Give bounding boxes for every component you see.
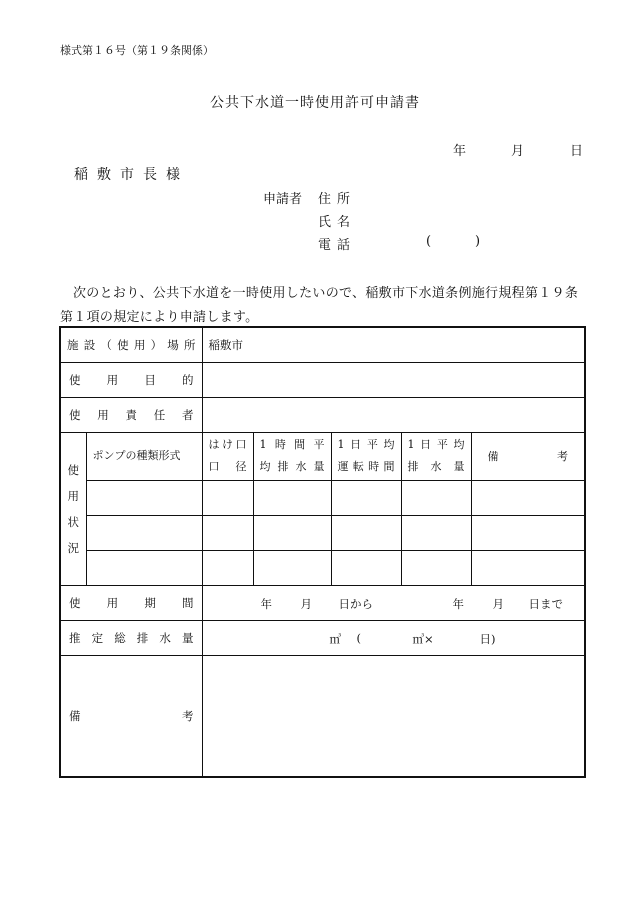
pump-type-cell[interactable]	[86, 515, 202, 550]
pump-type-header: ポンプの種類形式	[86, 432, 202, 480]
total-value[interactable]	[202, 620, 585, 655]
purpose-label: 使用目的	[60, 362, 202, 397]
manager-row	[60, 397, 585, 432]
date-month: 月	[511, 144, 525, 159]
period-from-year: 年	[260, 596, 272, 611]
period-from-day: 日から	[338, 596, 373, 611]
pump-type-cell[interactable]	[86, 550, 202, 585]
total-row	[60, 620, 585, 655]
period-row	[60, 585, 585, 620]
form-number: 様式第１６号（第１９条関係）	[60, 44, 214, 57]
daily-time-header: 1日平均 運転時間	[331, 432, 401, 480]
remarks-label: 備考	[60, 655, 202, 777]
purpose-row	[60, 362, 585, 397]
remarks-cell[interactable]	[471, 550, 585, 585]
daily-time-cell[interactable]	[331, 480, 401, 515]
period-from-month: 月	[300, 596, 312, 611]
daily-volume-header: 1日平均 排水量	[401, 432, 471, 480]
daily-volume-cell[interactable]	[401, 550, 471, 585]
date-day: 日	[570, 144, 584, 159]
application-statement: 次のとおり、公共下水道を一時使用したいので、稲敷市下水道条例施行規程第１９条第１項の規定により申請します。	[60, 286, 579, 325]
application-table	[59, 326, 586, 778]
total-unit: ㎥	[329, 631, 341, 646]
period-to-day: 日まで	[528, 596, 563, 611]
hourly-volume-cell[interactable]	[253, 480, 331, 515]
period-to-year: 年	[452, 596, 464, 611]
phone-paren-open: (	[426, 234, 432, 249]
total-days: 日)	[479, 631, 496, 646]
addressee: 稲敷市長様	[74, 167, 189, 183]
total-paren-open: (	[356, 630, 361, 645]
hourly-volume-cell[interactable]	[253, 515, 331, 550]
address-label: 住所	[318, 192, 357, 207]
diameter-cell[interactable]	[202, 480, 253, 515]
hourly-volume-header: 1時間平 均排水量	[253, 432, 331, 480]
daily-time-cell[interactable]	[331, 550, 401, 585]
period-to-month: 月	[492, 596, 504, 611]
facility-label: 施設（使用）場所	[60, 327, 202, 362]
hourly-volume-cell[interactable]	[253, 550, 331, 585]
phone-label: 電話	[318, 238, 357, 253]
phone-paren-close: )	[475, 234, 481, 249]
total-unit-per-day: ㎥×	[412, 631, 434, 646]
period-value[interactable]	[202, 585, 585, 620]
diameter-cell[interactable]	[202, 550, 253, 585]
remarks-row	[60, 655, 585, 777]
page-title: 公共下水道一時使用許可申請書	[210, 95, 420, 111]
manager-value[interactable]	[202, 397, 585, 432]
daily-time-cell[interactable]	[331, 515, 401, 550]
diameter-header: はけ口 口 径	[202, 432, 253, 480]
total-label: 推定総排水量	[60, 620, 202, 655]
pump-type-cell[interactable]	[86, 480, 202, 515]
remarks-value[interactable]	[202, 655, 585, 777]
facility-value[interactable]: 稲敷市	[202, 327, 585, 362]
period-label: 使用期間	[60, 585, 202, 620]
usage-header-row	[60, 432, 585, 480]
usage-status-label: 使 用 状 況	[60, 432, 86, 585]
remarks-cell[interactable]	[471, 480, 585, 515]
usage-row	[60, 515, 585, 550]
facility-row	[60, 327, 585, 362]
daily-volume-cell[interactable]	[401, 480, 471, 515]
usage-row	[60, 480, 585, 515]
name-label: 氏名	[318, 215, 357, 230]
diameter-cell[interactable]	[202, 515, 253, 550]
purpose-value[interactable]	[202, 362, 585, 397]
usage-row	[60, 550, 585, 585]
date-year: 年	[453, 144, 467, 159]
applicant-label: 申請者	[263, 192, 303, 207]
remarks-header: 備考	[471, 432, 585, 480]
manager-label: 使用責任者	[60, 397, 202, 432]
daily-volume-cell[interactable]	[401, 515, 471, 550]
remarks-cell[interactable]	[471, 515, 585, 550]
